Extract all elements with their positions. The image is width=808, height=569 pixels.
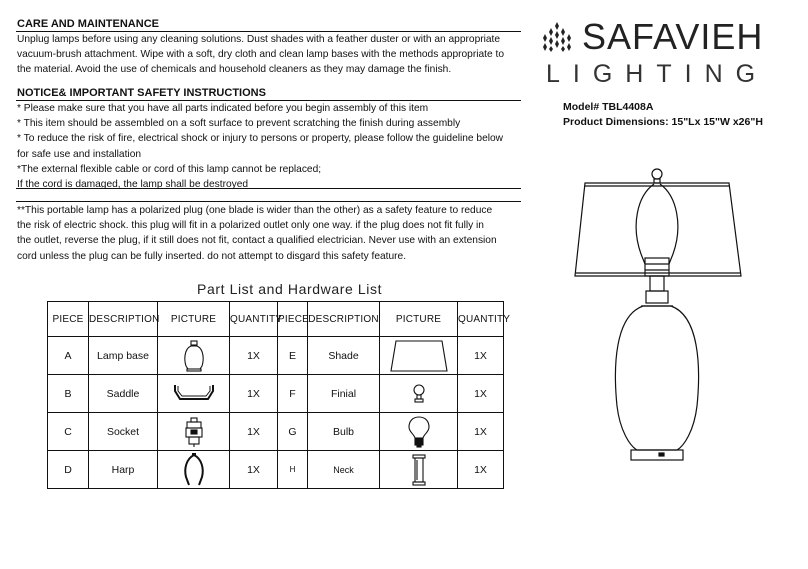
- notice-line: * Please make sure that you have all parts indicated before you begin assembly of this item: [17, 103, 429, 114]
- picture-cell: [380, 451, 458, 489]
- notice-bottom-rule: [16, 188, 521, 189]
- quantity-cell: 1X: [230, 413, 278, 451]
- quantity-cell: 1X: [458, 375, 504, 413]
- quantity-cell: 1X: [458, 337, 504, 375]
- shade-icon: [389, 339, 449, 373]
- care-line: the material. Avoid the use of chemicals and household cleaners as they may damage the finish.: [17, 64, 452, 76]
- product-dimensions: Product Dimensions: 15"Lx 15"W x26"H: [563, 115, 763, 128]
- header-cell: PIECE: [278, 302, 308, 337]
- notice-line: *The external flexible cable or cord of this lamp cannot be replaced;: [17, 163, 322, 175]
- quantity-cell: 1X: [230, 451, 278, 489]
- quantity-cell: 1X: [230, 337, 278, 375]
- table-row: [48, 337, 504, 375]
- socket-icon: [183, 417, 205, 447]
- bulb-icon: [408, 416, 430, 448]
- care-line: vacuum-brush attachment. Wipe with a soft, dry cloth and clean lamp bases with the methods appropriate to: [17, 49, 504, 61]
- notice-line: for safe use and installation: [17, 148, 142, 160]
- plug-line: cord unless the plug can be fully inserted. do not attempt to disgard this safety feature.: [17, 250, 407, 262]
- description-cell: Lamp base: [89, 337, 158, 375]
- description-cell: Harp: [89, 451, 158, 489]
- header-cell: QUANTITY: [458, 302, 504, 337]
- picture-cell: [158, 451, 230, 489]
- picture-cell: [380, 413, 458, 451]
- table-row: [48, 413, 504, 451]
- lamp-base-icon: [182, 340, 206, 372]
- table-header-row: [48, 302, 504, 337]
- saddle-icon: [172, 383, 216, 405]
- table-row: [48, 375, 504, 413]
- piece-cell: E: [278, 337, 308, 375]
- piece-cell: C: [48, 413, 89, 451]
- harp-icon: [182, 453, 206, 487]
- product-info: [563, 100, 763, 129]
- description-cell: Socket: [89, 413, 158, 451]
- quantity-cell: 1X: [458, 451, 504, 489]
- notice-line: * To reduce the risk of fire, electrical shock or injury to persons or property, please follow the guideline below: [17, 133, 504, 145]
- brand-logo: [540, 16, 790, 86]
- plug-line: the outlet, reverse the plug, if it still does not fit, contact a qualified electrician. Never use with an extension: [17, 235, 497, 247]
- picture-cell: [158, 413, 230, 451]
- neck-icon: [411, 454, 427, 486]
- quantity-cell: 1X: [230, 375, 278, 413]
- piece-cell: A: [48, 337, 89, 375]
- brand-name: SAFAVIEH: [582, 16, 764, 57]
- piece-cell: B: [48, 375, 89, 413]
- care-line: Unplug lamps before using any cleaning solutions. Dust shades with a feather duster or with an appropriate: [17, 34, 501, 45]
- description-cell: Shade: [308, 337, 380, 375]
- lamp-shade-outline: [575, 183, 741, 276]
- notice-text: [17, 101, 503, 192]
- picture-cell: [380, 337, 458, 375]
- header-cell: PICTURE: [158, 302, 230, 337]
- header-cell: DESCRIPTION: [308, 302, 380, 337]
- description-cell: Bulb: [308, 413, 380, 451]
- piece-cell: F: [278, 375, 308, 413]
- brand-subtitle: LIGHTING: [546, 60, 769, 88]
- finial-icon: [412, 383, 426, 405]
- care-title: CARE AND MAINTENANCE: [17, 18, 159, 30]
- plug-line: the risk of electric shock. this plug will fit in a polarized outlet only one way. if the plug does not fit fully in: [17, 220, 484, 232]
- description-cell: Neck: [308, 451, 380, 489]
- header-cell: DESCRIPTION: [89, 302, 158, 337]
- header-cell: PIECE: [48, 302, 89, 337]
- piece-cell: G: [278, 413, 308, 451]
- notice-line: If the cord is damaged, the lamp shall be destroyed: [17, 179, 249, 191]
- piece-cell: D: [48, 451, 89, 489]
- header-cell: PICTURE: [380, 302, 458, 337]
- picture-cell: [380, 375, 458, 413]
- picture-cell: [158, 375, 230, 413]
- parts-table: [47, 301, 511, 489]
- quantity-cell: 1X: [458, 413, 504, 451]
- table-row: [48, 451, 504, 489]
- picture-cell: [158, 337, 230, 375]
- description-cell: Finial: [308, 375, 380, 413]
- chandelier-logo-icon: [542, 22, 572, 52]
- header-cell: QUANTITY: [230, 302, 278, 337]
- plug-rule: [16, 201, 521, 202]
- model-number: Model# TBL4408A: [563, 101, 654, 113]
- piece-cell: H: [278, 451, 308, 489]
- lamp-drawing: [575, 166, 745, 466]
- plug-text: [17, 203, 497, 264]
- notice-line: * This item should be assembled on a soft surface to prevent scratching the finish during assembly: [17, 118, 461, 130]
- care-text: [17, 32, 504, 78]
- notice-title: NOTICE& IMPORTANT SAFETY INSTRUCTIONS: [17, 87, 266, 99]
- parts-table-title: Part List and Hardware List: [197, 281, 383, 297]
- description-cell: Saddle: [89, 375, 158, 413]
- plug-line: **This portable lamp has a polarized plug (one blade is wider than the other) as a safety feature to reduce: [17, 205, 493, 216]
